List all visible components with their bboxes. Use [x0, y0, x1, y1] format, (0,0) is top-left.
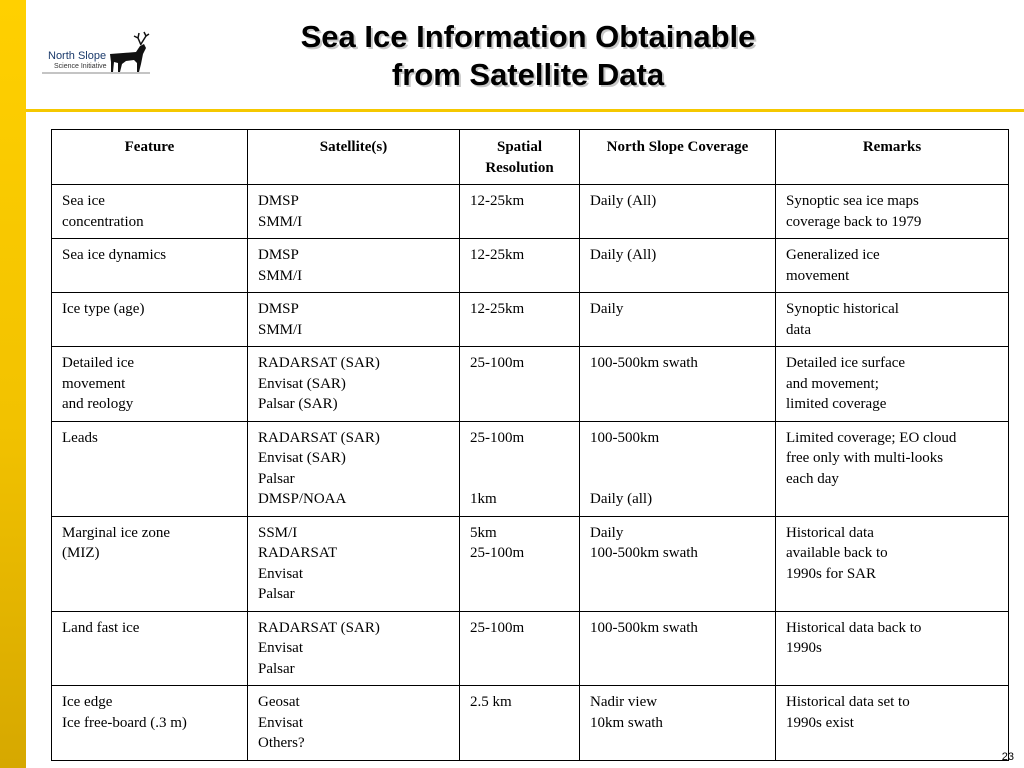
cell-line: data — [786, 321, 811, 338]
cell-line: SMM/I — [258, 267, 303, 284]
cell-line: Generalized ice — [786, 247, 880, 263]
cell-line: 2.5 km — [470, 694, 512, 710]
cell-line: concentration — [62, 213, 144, 230]
cell-feature — [52, 421, 248, 516]
cell-line: and movement; — [786, 375, 879, 392]
cell-feature — [52, 611, 248, 686]
cell-remarks — [776, 516, 1009, 611]
table-row — [52, 347, 1009, 422]
header-resolution — [460, 130, 580, 185]
cell-resolution — [460, 421, 580, 516]
cell-coverage — [580, 239, 776, 293]
cell-remarks — [776, 611, 1009, 686]
cell-line — [590, 448, 765, 469]
header-coverage: North Slope Coverage — [580, 130, 776, 185]
cell-line: 25-100m — [470, 355, 525, 371]
cell-coverage — [580, 421, 776, 516]
table-row — [52, 516, 1009, 611]
cell-line: movement — [62, 375, 126, 392]
cell-feature — [52, 239, 248, 293]
cell-line: RADARSAT (SAR) — [258, 619, 380, 636]
cell-line: 1990s exist — [786, 714, 854, 731]
cell-coverage — [580, 611, 776, 686]
cell-line: Ice edge — [62, 694, 113, 710]
sea-ice-table — [51, 129, 1009, 761]
cell-line: Palsar — [258, 470, 295, 487]
cell-resolution — [460, 293, 580, 347]
cell-feature — [52, 185, 248, 239]
cell-line: Daily (all) — [590, 491, 653, 507]
slide-title — [200, 18, 856, 94]
header-resolution-text: Spatial Resolution — [485, 139, 554, 176]
table-row — [52, 239, 1009, 293]
logo-subtitle: Science Initiative — [54, 63, 107, 70]
cell-line: Palsar (SAR) — [258, 396, 338, 412]
cell-satellites — [248, 185, 460, 239]
header-satellites: Satellite(s) — [248, 130, 460, 185]
cell-line: each day — [786, 470, 839, 487]
cell-line: Historical data back to — [786, 619, 922, 636]
title-line-2: from Satellite Data — [391, 57, 665, 92]
cell-line: 100-500km swath — [590, 619, 698, 636]
cell-line: 100-500km swath — [590, 355, 698, 371]
cell-resolution — [460, 516, 580, 611]
cell-line: 100-500km swath — [590, 545, 698, 561]
north-slope-logo — [40, 30, 152, 76]
cell-line: Ice type (age) — [62, 301, 145, 317]
cell-satellites — [248, 239, 460, 293]
cell-coverage — [580, 347, 776, 422]
cell-remarks — [776, 686, 1009, 761]
cell-satellites — [248, 611, 460, 686]
left-accent-bar — [0, 0, 26, 768]
header-remarks: Remarks — [776, 130, 1009, 185]
cell-line: 1990s — [786, 640, 822, 656]
cell-line: movement — [786, 267, 850, 284]
cell-line: Palsar — [258, 660, 295, 677]
cell-satellites — [248, 686, 460, 761]
table-row — [52, 421, 1009, 516]
cell-line: SMM/I — [258, 321, 303, 338]
cell-line: SSM/I — [258, 524, 298, 541]
cell-line: DMSP/NOAA — [258, 491, 347, 507]
cell-line: available back to — [786, 545, 888, 561]
cell-line: Others? — [258, 735, 305, 751]
cell-line — [470, 469, 569, 490]
cell-remarks — [776, 185, 1009, 239]
cell-line: RADARSAT (SAR) — [258, 429, 380, 446]
cell-line: Synoptic historical — [786, 301, 899, 317]
cell-resolution — [460, 686, 580, 761]
cell-line: Sea ice dynamics — [62, 247, 167, 263]
cell-line: 12-25km — [470, 301, 525, 317]
cell-line: Envisat (SAR) — [258, 450, 346, 466]
cell-line: coverage back to 1979 — [786, 213, 922, 230]
header-feature: Feature — [52, 130, 248, 185]
cell-line: Daily (All) — [590, 193, 657, 209]
cell-line: 5km — [470, 524, 497, 541]
cell-resolution — [460, 185, 580, 239]
cell-line: Historical data — [786, 524, 874, 541]
cell-line: and reology — [62, 396, 134, 412]
cell-line: 25-100m — [470, 545, 525, 561]
cell-line: Ice free-board (.3 m) — [62, 714, 187, 731]
cell-resolution — [460, 611, 580, 686]
cell-coverage — [580, 185, 776, 239]
cell-line: Marginal ice zone — [62, 524, 171, 541]
cell-remarks — [776, 293, 1009, 347]
title-line-1: Sea Ice Information Obtainable — [300, 19, 756, 54]
cell-feature — [52, 686, 248, 761]
cell-line: Detailed ice surface — [786, 355, 906, 371]
cell-line: RADARSAT (SAR) — [258, 355, 380, 371]
cell-line: 100-500km — [590, 429, 660, 446]
cell-satellites — [248, 347, 460, 422]
cell-line: 12-25km — [470, 193, 525, 209]
cell-remarks — [776, 421, 1009, 516]
cell-line: Land fast ice — [62, 619, 140, 636]
cell-line: Daily (All) — [590, 247, 657, 263]
cell-resolution — [460, 347, 580, 422]
cell-remarks — [776, 239, 1009, 293]
cell-line: Detailed ice — [62, 355, 135, 371]
cell-line: DMSP — [258, 193, 299, 209]
cell-line: SMM/I — [258, 213, 303, 230]
cell-resolution — [460, 239, 580, 293]
cell-feature — [52, 293, 248, 347]
logo-title: North Slope — [48, 50, 107, 62]
cell-line — [590, 469, 765, 490]
cell-remarks — [776, 347, 1009, 422]
cell-line: Historical data set to — [786, 694, 910, 710]
header-divider — [26, 109, 1024, 112]
cell-line: 1990s for SAR — [786, 565, 877, 582]
table-header-row — [52, 130, 1009, 185]
cell-line: Envisat (SAR) — [258, 375, 346, 392]
cell-line: 1km — [470, 491, 497, 507]
cell-line: 25-100m — [470, 619, 525, 636]
cell-coverage — [580, 686, 776, 761]
cell-line: 12-25km — [470, 247, 525, 263]
cell-line: Sea ice — [62, 193, 105, 209]
cell-line: Leads — [62, 429, 98, 446]
cell-line: Envisat — [258, 565, 303, 582]
cell-line: 25-100m — [470, 429, 525, 446]
cell-line: Palsar — [258, 586, 295, 602]
table-row — [52, 293, 1009, 347]
cell-line: Daily — [590, 524, 624, 541]
cell-line: Synoptic sea ice maps — [786, 193, 919, 209]
cell-coverage — [580, 516, 776, 611]
cell-feature — [52, 347, 248, 422]
cell-line: Geosat — [258, 694, 300, 710]
cell-line: DMSP — [258, 301, 299, 317]
table-body — [52, 185, 1009, 761]
cell-line: Daily — [590, 301, 624, 317]
cell-line: 10km swath — [590, 714, 663, 731]
table-row — [52, 611, 1009, 686]
cell-line: limited coverage — [786, 396, 887, 412]
cell-satellites — [248, 293, 460, 347]
cell-line: Envisat — [258, 640, 303, 656]
cell-line — [470, 448, 569, 469]
cell-coverage — [580, 293, 776, 347]
cell-line: RADARSAT — [258, 545, 338, 561]
cell-line: Nadir view — [590, 694, 658, 710]
cell-line: Envisat — [258, 714, 303, 731]
cell-line: DMSP — [258, 247, 299, 263]
cell-feature — [52, 516, 248, 611]
cell-line: (MIZ) — [62, 545, 100, 561]
cell-line: free only with multi-looks — [786, 450, 944, 466]
cell-line: Limited coverage; EO cloud — [786, 429, 957, 446]
table-row — [52, 185, 1009, 239]
cell-satellites — [248, 421, 460, 516]
cell-satellites — [248, 516, 460, 611]
table-row — [52, 686, 1009, 761]
page-number: 23 — [1001, 751, 1014, 763]
